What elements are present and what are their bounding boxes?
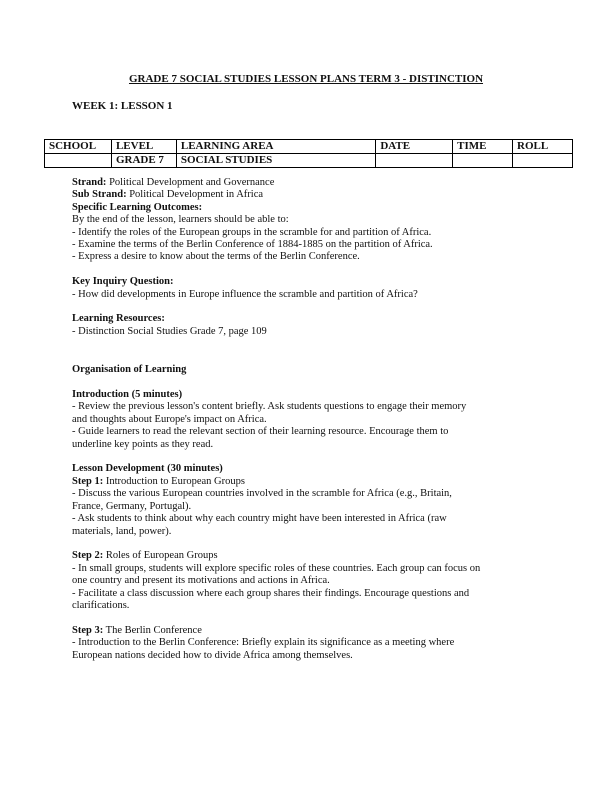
strand-value: Political Development and Governance <box>109 177 275 188</box>
table-cell <box>376 154 453 168</box>
table-cell <box>453 154 513 168</box>
step-2-title-text: Roles of European Groups <box>105 550 218 562</box>
table-header-cell: TIME <box>453 140 513 154</box>
table-cell <box>45 154 112 168</box>
introduction-line: underline key points as they read. <box>72 438 214 450</box>
step-3-title-text: The Berlin Conference <box>105 624 202 636</box>
sub-strand-value: Political Development in Africa <box>129 189 264 201</box>
table-row <box>45 154 573 168</box>
step-3-line: - Introduction to the Berlin Conference: Briefly explain its significance as a meeting where <box>72 637 455 649</box>
resources-text: - Distinction Social Studies Grade 7, page 109 <box>72 325 267 337</box>
step-3-label: Step 3: <box>72 624 104 636</box>
step-2-label: Step 2: <box>72 550 104 562</box>
step-1-line: - Ask students to think about why each country might have been interested in Africa (raw <box>72 513 447 525</box>
resources-heading: Learning Resources: <box>72 313 165 325</box>
introduction-line: - Review the previous lesson's content briefly. Ask students questions to engage their memory <box>72 401 467 413</box>
table-cell: GRADE 7 <box>111 154 176 168</box>
outcome-item: - Examine the terms of the Berlin Conference of 1884-1885 on the partition of Africa. <box>72 239 433 251</box>
step-2-line: - In small groups, students will explore specific roles of these countries. Each group can focus on <box>72 562 481 574</box>
introduction-heading: Introduction (5 minutes) <box>72 389 183 401</box>
step-1-label: Step 1: <box>72 475 104 487</box>
step-1-line: - Discuss the various European countries involved in the scramble for Africa (e.g., Britain, <box>72 488 452 500</box>
table-header-row <box>45 140 573 154</box>
week-lesson-heading: WEEK 1: LESSON 1 <box>72 100 173 112</box>
organisation-heading: Organisation of Learning <box>72 364 187 376</box>
outcome-item: - Express a desire to know about the terms of the Berlin Conference. <box>72 251 360 263</box>
inquiry-text: - How did developments in Europe influence the scramble and partition of Africa? <box>72 288 418 300</box>
lesson-content <box>72 177 542 662</box>
step-3-line: European nations decided how to divide Africa among themselves. <box>72 649 353 661</box>
introduction-line: - Guide learners to read the relevant section of their learning resource. Encourage them to <box>72 426 449 438</box>
table-header-cell: LEARNING AREA <box>176 140 375 154</box>
sub-strand-label: Sub Strand: <box>72 189 127 201</box>
step-2-line: clarifications. <box>72 599 130 611</box>
step-1-line: France, Germany, Portugal). <box>72 500 192 512</box>
table-header-cell: LEVEL <box>111 140 176 154</box>
inquiry-heading: Key Inquiry Question: <box>72 276 174 288</box>
lesson-info-table <box>44 139 573 168</box>
table-cell <box>513 154 573 168</box>
table-header-cell: ROLL <box>513 140 573 154</box>
strand-line <box>72 177 542 189</box>
introduction-line: and thoughts about Europe's impact on Africa. <box>72 413 267 425</box>
page-title: GRADE 7 SOCIAL STUDIES LESSON PLANS TERM 3 - DISTINCTION <box>128 73 484 85</box>
step-1-title <box>72 476 542 488</box>
step-1-line: materials, land, power). <box>72 525 172 537</box>
outcome-item: - Identify the roles of the European groups in the scramble for and partition of Africa. <box>72 226 432 238</box>
development-heading: Lesson Development (30 minutes) <box>72 463 223 475</box>
step-2-title <box>72 550 542 562</box>
table-header-cell: SCHOOL <box>45 140 112 154</box>
table-cell: SOCIAL STUDIES <box>176 154 375 168</box>
outcomes-intro: By the end of the lesson, learners should be able to: <box>72 214 289 226</box>
step-2-line: - Facilitate a class discussion where each group shares their findings. Encourage questions and <box>72 587 470 599</box>
table-header-cell: DATE <box>376 140 453 154</box>
sub-strand-line <box>72 189 542 201</box>
step-1-title-text: Introduction to European Groups <box>105 475 245 487</box>
step-3-title <box>72 625 542 637</box>
outcomes-heading: Specific Learning Outcomes: <box>72 201 203 213</box>
strand-label: Strand: <box>72 177 107 188</box>
step-2-line: one country and present its motivations and actions in Africa. <box>72 575 330 587</box>
